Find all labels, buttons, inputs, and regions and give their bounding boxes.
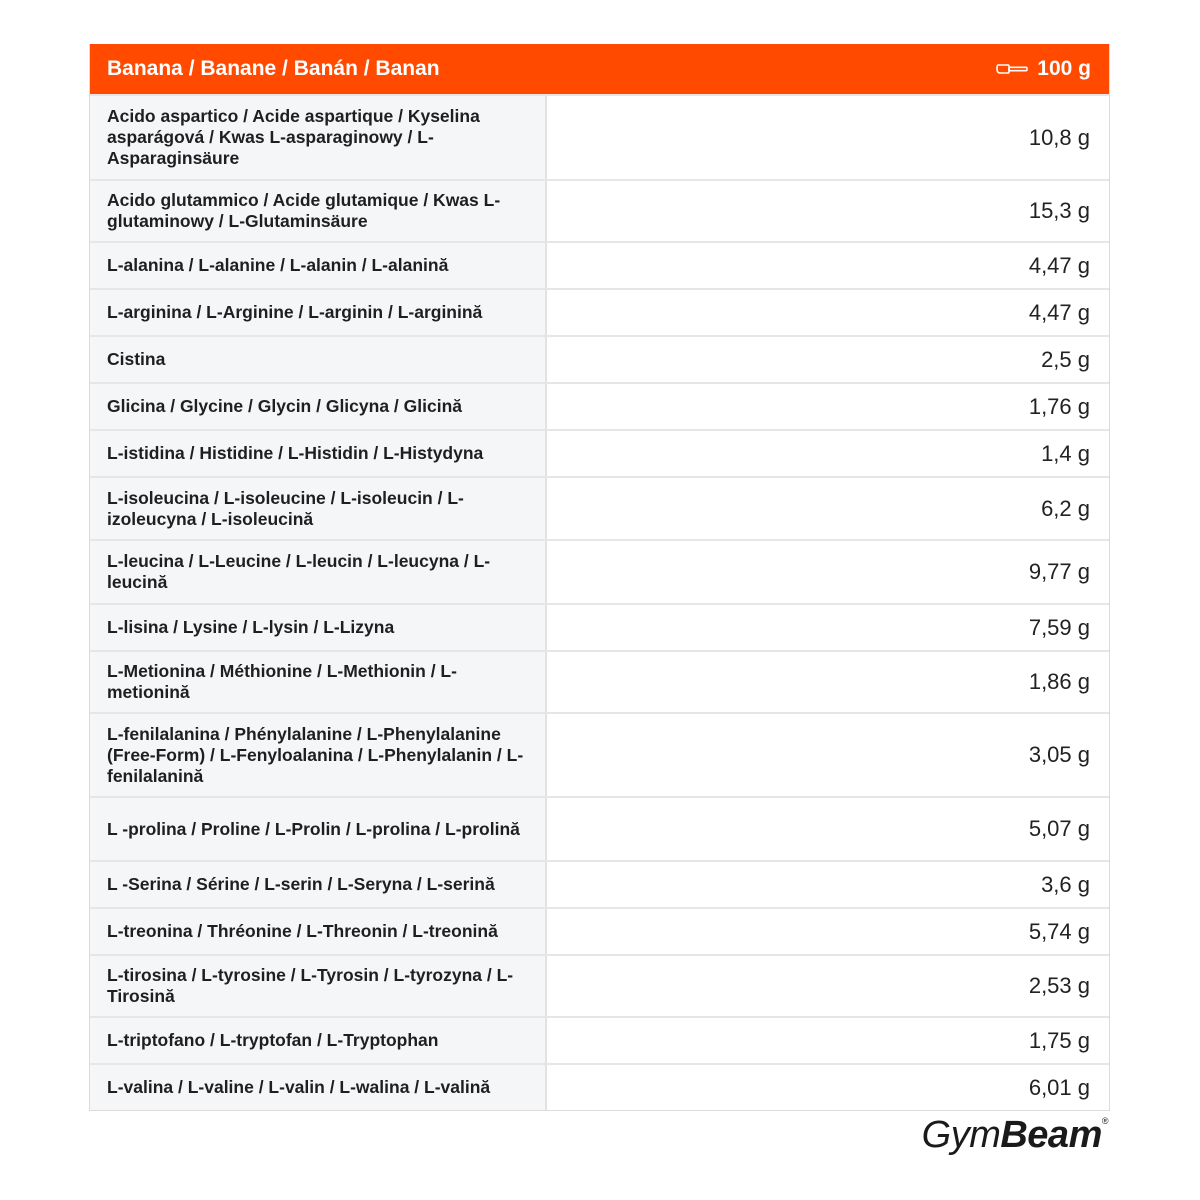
- nutrient-value: 3,05 g: [1028, 742, 1090, 767]
- table-header: [90, 44, 1109, 94]
- nutrient-name: L-tirosina / L-tyrosine / L-Tyrosin / L-tyrozyna / L-Tirosină: [90, 956, 547, 1016]
- nutrient-name: Acido glutammico / Acide glutamique / Kwas L-glutaminowy / L-Glutaminsäure: [90, 181, 547, 241]
- table-row: [90, 429, 1109, 476]
- table-row: [90, 382, 1109, 429]
- nutrient-name: L-istidina / Histidine / L-Histidin / L-Histydyna: [90, 431, 547, 476]
- nutrient-value: 7,59 g: [1028, 614, 1090, 640]
- table-row: [90, 241, 1109, 288]
- nutrient-value: 4,47 g: [1028, 252, 1090, 278]
- scoop-icon: [996, 62, 1028, 76]
- nutrient-name: L-leucina / L-Leucine / L-leucin / L-leucyna / L-leucină: [90, 541, 547, 603]
- nutrient-name: L-treonina / Thréonine / L-Threonin / L-treonină: [90, 909, 547, 954]
- nutrient-name: L-fenilalanina / Phénylalanine / L-Phenylalanine (Free-Form) / L-Fenyloalanina / L-Phenylalanin / L-fenilalanină: [90, 714, 547, 796]
- serving-label: 100 g: [1037, 57, 1091, 80]
- table-row: [90, 712, 1109, 796]
- gymbeam-logo: GymBeam®: [921, 1114, 1108, 1156]
- nutrient-value: 2,53 g: [1028, 973, 1090, 998]
- table-row: [90, 476, 1109, 539]
- nutrient-name: L-lisina / Lysine / L-lysin / L-Lizyna: [90, 605, 547, 650]
- table-row: [90, 954, 1109, 1016]
- table-row: [90, 603, 1109, 650]
- nutrient-value: 4,47 g: [1028, 299, 1090, 325]
- nutrient-name: L-Metionina / Méthionine / L-Methionin / L-metionină: [90, 652, 547, 712]
- nutrient-name: L-triptofano / L-tryptofan / L-Tryptophan: [90, 1018, 547, 1063]
- nutrient-value: 6,01 g: [1028, 1074, 1090, 1100]
- nutrient-value: 5,07 g: [1028, 816, 1090, 841]
- nutrient-value: 6,2 g: [1041, 495, 1090, 521]
- table-row: [90, 1016, 1109, 1063]
- nutrient-value: 1,75 g: [1028, 1027, 1090, 1053]
- nutrient-value: 15,3 g: [1028, 198, 1090, 223]
- nutrient-value: 9,77 g: [1028, 559, 1090, 584]
- table-row: [90, 907, 1109, 954]
- nutrient-value: 3,6 g: [1041, 871, 1090, 897]
- nutrient-name: L -prolina / Proline / L-Prolin / L-prolina / L-prolină: [90, 798, 547, 860]
- nutrient-value: 1,86 g: [1028, 669, 1090, 694]
- nutrient-name: L -Serina / Sérine / L-serin / L-Seryna / L-serină: [90, 862, 547, 907]
- table-row: [90, 650, 1109, 712]
- table-row: [90, 796, 1109, 860]
- nutrient-name: Acido aspartico / Acide aspartique / Kyselina asparágová / Kwas L-asparaginowy / L-Asparaginsäure: [90, 96, 547, 179]
- table-row: [90, 539, 1109, 603]
- nutrient-name: L-isoleucina / L-isoleucine / L-isoleucin / L-izoleucyna / L-isoleucină: [90, 478, 547, 539]
- nutrient-name: Glicina / Glycine / Glycin / Glicyna / Glicină: [90, 384, 547, 429]
- nutrient-value: 1,76 g: [1028, 393, 1090, 419]
- table-row: [90, 179, 1109, 241]
- flavor-title: Banana / Banane / Banán / Banan: [107, 57, 440, 80]
- table-row: [90, 335, 1109, 382]
- table-row: [90, 1063, 1109, 1110]
- table-row: [90, 94, 1109, 179]
- table-row: [90, 288, 1109, 335]
- nutrient-value: 2,5 g: [1041, 346, 1090, 372]
- nutrient-name: L-valina / L-valine / L-valin / L-walina / L-valină: [90, 1065, 547, 1110]
- serving-size: [996, 57, 1091, 81]
- nutrient-value: 10,8 g: [1028, 124, 1090, 150]
- nutrient-name: Cistina: [90, 337, 547, 382]
- table-row: [90, 860, 1109, 907]
- nutrient-name: L-arginina / L-Arginine / L-arginin / L-arginină: [90, 290, 547, 335]
- nutrient-value: 1,4 g: [1041, 440, 1090, 466]
- nutrition-table: [89, 44, 1110, 1111]
- nutrient-value: 5,74 g: [1028, 918, 1090, 944]
- nutrient-name: L-alanina / L-alanine / L-alanin / L-alanină: [90, 243, 547, 288]
